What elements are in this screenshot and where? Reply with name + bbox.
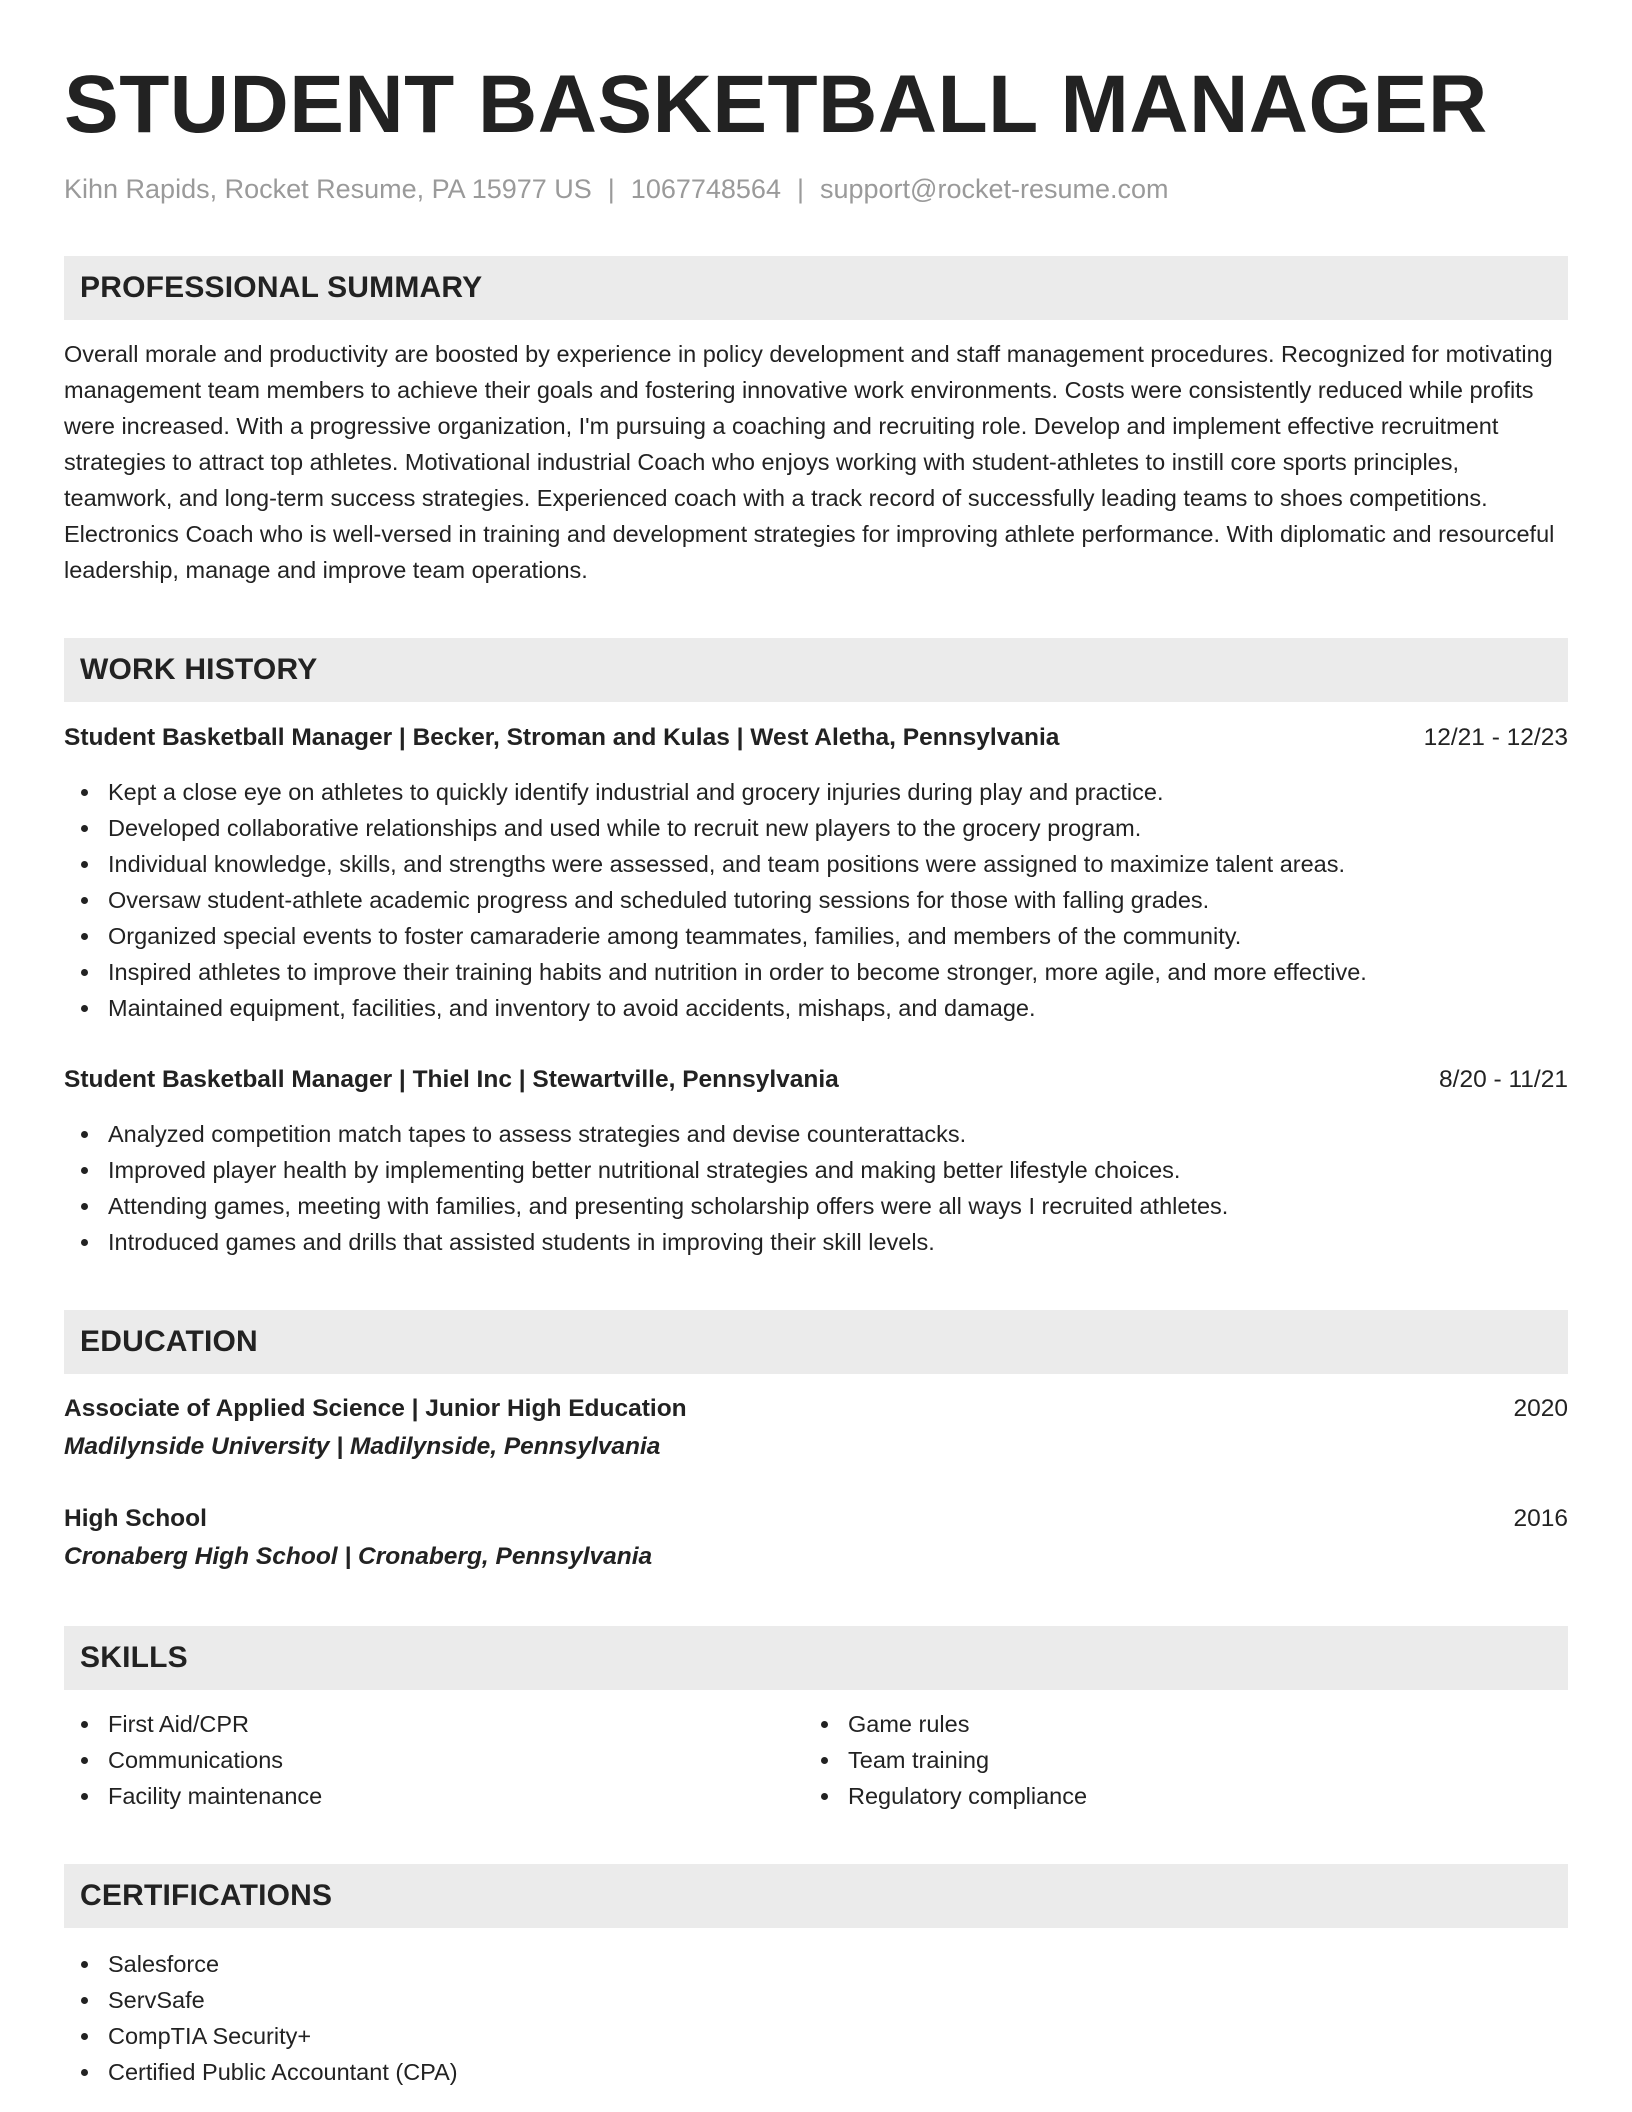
certification-item: Salesforce bbox=[64, 1946, 1568, 1982]
education-section-header bbox=[64, 1310, 1568, 1374]
skill-item: Game rules bbox=[804, 1706, 1544, 1742]
contact-email: support@rocket-resume.com bbox=[819, 174, 1169, 204]
job-title: Student Basketball Manager | Thiel Inc | Stewartville, Pennsylvania bbox=[64, 1066, 839, 1093]
job-bullet: Inspired athletes to improve their training habits and nutrition in order to become stronger, more agile, and more effective. bbox=[64, 954, 1568, 990]
job-bullet: Individual knowledge, skills, and strengths were assessed, and team positions were assigned to maximize talent areas. bbox=[64, 846, 1568, 882]
education-degree: High School bbox=[64, 1505, 207, 1532]
job-bullets bbox=[64, 1116, 1568, 1260]
job-bullet: Analyzed competition match tapes to assess strategies and devise counterattacks. bbox=[64, 1116, 1568, 1152]
certifications-list bbox=[64, 1946, 1568, 2090]
job-bullets bbox=[64, 774, 1568, 1026]
summary-section-header bbox=[64, 256, 1568, 320]
job-title: Student Basketball Manager | Becker, Stroman and Kulas | West Aletha, Pennsylvania bbox=[64, 724, 1060, 751]
summary-heading: PROFESSIONAL SUMMARY bbox=[80, 271, 483, 304]
job-dates: 12/21 - 12/23 bbox=[1423, 724, 1568, 751]
certification-item: CompTIA Security+ bbox=[64, 2018, 1568, 2054]
contact-line bbox=[64, 172, 1568, 206]
contact-separator: | bbox=[607, 174, 615, 204]
education-degree: Associate of Applied Science | Junior High Education bbox=[64, 1395, 687, 1422]
resume-name: STUDENT BASKETBALL MANAGER bbox=[64, 59, 1488, 150]
education-school: Madilynside University | Madilynside, Pennsylvania bbox=[64, 1433, 661, 1460]
summary-text: Overall morale and productivity are boosted by experience in policy development and staff management procedures. Recognized for motivating management team members to achieve their goals and fostering innovative work environments. Costs were consistently reduced while profits were increased. With a progressive organization, I'm pursuing a coaching and recruiting role. Develop and implement effective recruitment strategies to attract top athletes. Motivational industrial Coach who enjoys working with student-athletes to instill core sports principles, teamwork, and long-term success strategies. Experienced coach with a track record of successfully leading teams to shoes competitions. Electronics Coach who is well-versed in training and development strategies for improving athlete performance. With diplomatic and resourceful leadership, manage and improve team operations. bbox=[64, 341, 1555, 583]
job-bullet: Introduced games and drills that assisted students in improving their skill levels. bbox=[64, 1224, 1568, 1260]
job-bullet: Improved player health by implementing better nutritional strategies and making better lifestyle choices. bbox=[64, 1152, 1568, 1188]
education-school: Cronaberg High School | Cronaberg, Pennsylvania bbox=[64, 1543, 653, 1570]
education-year: 2020 bbox=[1513, 1395, 1568, 1422]
skills-heading: SKILLS bbox=[80, 1641, 188, 1674]
job-dates: 8/20 - 11/21 bbox=[1439, 1066, 1568, 1093]
job-bullet: Attending games, meeting with families, and presenting scholarship offers were all ways I recruited athletes. bbox=[64, 1188, 1568, 1224]
job-header bbox=[64, 720, 1568, 756]
skill-item: First Aid/CPR bbox=[64, 1706, 804, 1742]
skills-column-right bbox=[804, 1706, 1544, 1814]
education-header bbox=[64, 1390, 1568, 1428]
skills-list bbox=[64, 1706, 1568, 1814]
skill-item: Facility maintenance bbox=[64, 1778, 804, 1814]
education-year: 2016 bbox=[1513, 1505, 1568, 1532]
job-bullet: Kept a close eye on athletes to quickly identify industrial and grocery injuries during play and practice. bbox=[64, 774, 1568, 810]
job-bullet: Developed collaborative relationships and used while to recruit new players to the grocery program. bbox=[64, 810, 1568, 846]
certifications-heading: CERTIFICATIONS bbox=[80, 1879, 333, 1912]
education-entry bbox=[64, 1500, 1568, 1576]
contact-phone: 1067748564 bbox=[630, 174, 781, 204]
certification-item: Certified Public Accountant (CPA) bbox=[64, 2054, 1568, 2090]
work-heading: WORK HISTORY bbox=[80, 653, 318, 686]
contact-separator: | bbox=[796, 174, 804, 204]
certifications-section-header bbox=[64, 1864, 1568, 1928]
job-header bbox=[64, 1062, 1568, 1098]
skills-section-header bbox=[64, 1626, 1568, 1690]
skill-item: Regulatory compliance bbox=[804, 1778, 1544, 1814]
contact-address: Kihn Rapids, Rocket Resume, PA 15977 US bbox=[64, 174, 592, 204]
education-heading: EDUCATION bbox=[80, 1325, 258, 1358]
job-bullet: Organized special events to foster camaraderie among teammates, families, and members of the community. bbox=[64, 918, 1568, 954]
skills-column-left bbox=[64, 1706, 804, 1814]
education-header bbox=[64, 1500, 1568, 1538]
certification-item: ServSafe bbox=[64, 1982, 1568, 2018]
education-entry bbox=[64, 1390, 1568, 1466]
job-entry bbox=[64, 1062, 1568, 1260]
skill-item: Communications bbox=[64, 1742, 804, 1778]
job-entry bbox=[64, 720, 1568, 1026]
job-bullet: Oversaw student-athlete academic progress and scheduled tutoring sessions for those with falling grades. bbox=[64, 882, 1568, 918]
skill-item: Team training bbox=[804, 1742, 1544, 1778]
job-bullet: Maintained equipment, facilities, and inventory to avoid accidents, mishaps, and damage. bbox=[64, 990, 1568, 1026]
work-section-header bbox=[64, 638, 1568, 702]
